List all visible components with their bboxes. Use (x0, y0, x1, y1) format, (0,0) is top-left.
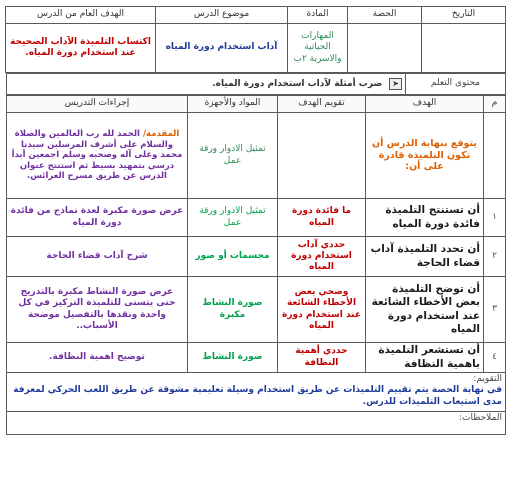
intro-materials: تمثيل الادوار ورقة عمل (188, 113, 278, 199)
table-row (7, 199, 506, 237)
evaluation-box (7, 373, 506, 412)
table-row (7, 277, 506, 343)
table-row (7, 343, 506, 373)
subject-label: المادة (288, 7, 348, 24)
general-goal-label: الهدف العام من الدرس (6, 7, 156, 24)
lesson-plan (6, 6, 506, 435)
period-value (348, 24, 422, 73)
date-label: التاريخ (422, 7, 506, 24)
arrow-icon: ➤ (389, 78, 402, 90)
intro-procedures-prefix: المقدمة/ (142, 128, 180, 139)
row-materials: مجسمات أو صور (188, 237, 278, 277)
row-procedures: شرح آداب قضاء الحاجة (7, 237, 188, 277)
intro-assessment (278, 113, 366, 199)
content-table (6, 73, 506, 95)
general-goal-value: اكتساب التلميذة الآداب الصحيحة عند استخدام دورة المياه. (6, 24, 156, 73)
evaluation-label: التقويم: (473, 374, 502, 384)
period-label: الحصة (348, 7, 422, 24)
intro-procedures-text: الحمد لله رب العالمين والصلاة والسلام على أشرف المرسلين سيدنا محمد وعلى آله وصحبه وسلم اجمعين أبدأ درسي بتمهيد بسيط ثم استنتج عنوان الدرس عن طريق مسرح العرائس. (11, 128, 183, 182)
col-materials: المواد والأجهزة (188, 96, 278, 113)
col-num: م (484, 96, 506, 113)
notes-label: الملاحظات: (7, 412, 506, 435)
evaluation-text: في نهاية الحصة يتم تقييم التلميذات عن طريق استخدام وسيلة تعليمية مشوقة عن طريق اللعب الحركي لمعرفة مدى استيعاب التلميذات للدرس. (13, 385, 502, 407)
row-goal: أن تستشعر التلميذة باهمية النظافة (366, 343, 484, 373)
intro-goal: يتوقع بنهاية الدرس أن تكون التلميذة قادرة على أن: (366, 113, 484, 199)
col-assessment: تقويم الهدف (278, 96, 366, 113)
row-procedures: عرض صورة النشاط مكبرة بالتدريج حتى يتسنى للتلميذة التركيز في كل واحدة ونقدها بالتفصيل موضحة الأسباب.. (7, 277, 188, 343)
date-value (422, 24, 506, 73)
row-materials: صورة النشاط مكبرة (188, 277, 278, 343)
topic-value: آداب استخدام دورة المياه (156, 24, 288, 73)
row-goal: أن توضح التلميذة بعض الأخطاء الشائعة عند استخدام دورة المياه (366, 277, 484, 343)
main-table (6, 95, 506, 435)
row-assessment: ما فائدة دورة المياه (278, 199, 366, 237)
row-num: ٢ (484, 237, 506, 277)
row-goal: أن تحدد التلميذة آداب قضاء الحاجة (366, 237, 484, 277)
row-assessment: حددي آداب استخدام دورة المياه (278, 237, 366, 277)
row-num: ٣ (484, 277, 506, 343)
content-label: محتوى التعلم (406, 74, 506, 95)
row-num: ٤ (484, 343, 506, 373)
row-num: ١ (484, 199, 506, 237)
subject-value: المهارات الحياتية والاسرية ٢ب (288, 24, 348, 73)
row-procedures: عرض صورة مكبرة لعدة نماذج من فائدة دورة المياه (7, 199, 188, 237)
row-materials: صورة النشاط (188, 343, 278, 373)
col-procedures: إجراءات التدريس (7, 96, 188, 113)
row-materials: تمثيل الادوار ورقة عمل (188, 199, 278, 237)
row-assessment: حددي أهمية النظافة (278, 343, 366, 373)
row-procedures: توضيح اهمية النظافة. (7, 343, 188, 373)
header-table (5, 6, 506, 73)
row-assessment: وضحي بعض الأخطاء الشائعة عند استخدام دورة المياه (278, 277, 366, 343)
intro-procedures (7, 113, 188, 199)
table-row (7, 113, 506, 199)
table-row (7, 237, 506, 277)
col-goal: الهدف (366, 96, 484, 113)
topic-label: موضوع الدرس (156, 7, 288, 24)
row-goal: أن تستنتج التلميذة فائدة دورة المياه (366, 199, 484, 237)
content-text: ضرب أمثلة لآداب استخدام دورة المياه. (212, 78, 383, 89)
